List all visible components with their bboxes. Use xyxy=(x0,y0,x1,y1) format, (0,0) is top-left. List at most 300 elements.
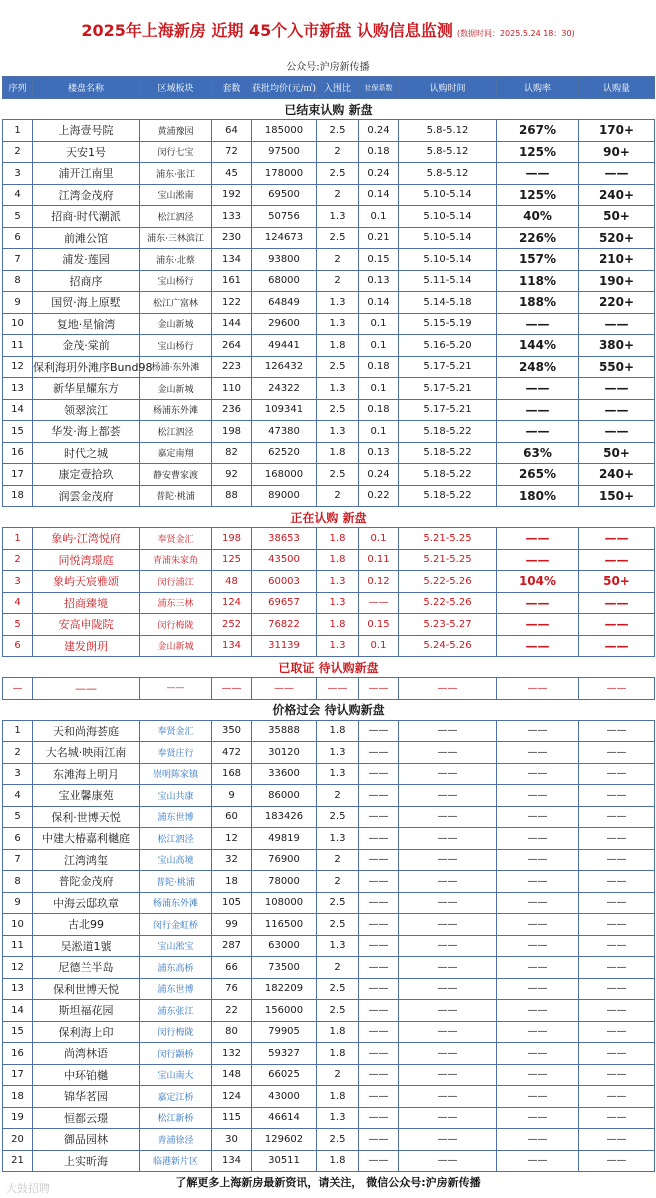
table-cell: 66025 xyxy=(252,1064,317,1086)
table-cell: 1.8 xyxy=(317,442,359,464)
table-cell: —— xyxy=(579,914,655,936)
table-cell: 闵行七宝 xyxy=(140,141,212,163)
table-row xyxy=(3,571,655,593)
table-cell: 宝山南大 xyxy=(140,1064,212,1086)
table-cell: —— xyxy=(399,785,497,807)
table-cell: 浦发·莲园 xyxy=(33,249,140,271)
header-cell: 序列 xyxy=(3,77,33,99)
table-cell: 保利世博天悦 xyxy=(33,978,140,1000)
table-row xyxy=(3,935,655,957)
table-row xyxy=(3,592,655,614)
footer-note: 了解更多上海新房最新资讯，请关注， 微信公众号:沪房新传播 xyxy=(175,1176,481,1189)
table-cell: 1 xyxy=(3,528,33,550)
table-cell: 保利·世博天悦 xyxy=(33,806,140,828)
table-row xyxy=(3,356,655,378)
table-cell: 江湾金茂府 xyxy=(33,184,140,206)
table-cell: —— xyxy=(497,614,579,636)
table-cell: 2.5 xyxy=(317,163,359,185)
table-cell: 闵行梅陇 xyxy=(140,614,212,636)
table-cell: 浦东世博 xyxy=(140,978,212,1000)
table-row xyxy=(3,914,655,936)
table-cell: 125% xyxy=(497,141,579,163)
table-cell: 5.18-5.22 xyxy=(399,464,497,486)
table-cell: 闵行金虹桥 xyxy=(140,914,212,936)
table-cell: 1.8 xyxy=(317,1043,359,1065)
table-cell: 110 xyxy=(212,378,252,400)
table-cell: —— xyxy=(359,1021,399,1043)
table-cell: 浦东·张江 xyxy=(140,163,212,185)
table-cell: 267% xyxy=(497,120,579,142)
table-cell: 前滩公馆 xyxy=(33,227,140,249)
table-cell: 188% xyxy=(497,292,579,314)
table-cell: 2.5 xyxy=(317,806,359,828)
table-cell: 5.10-5.14 xyxy=(399,184,497,206)
table-cell: —— xyxy=(579,785,655,807)
table-cell: 2 xyxy=(317,785,359,807)
table-cell: 99 xyxy=(212,914,252,936)
table-cell: 2 xyxy=(317,957,359,979)
table-cell: 黄浦豫园 xyxy=(140,120,212,142)
table-cell: 124 xyxy=(212,592,252,614)
table-cell: 1.8 xyxy=(317,720,359,742)
header-cell: 楼盘名称 xyxy=(33,77,140,99)
table-cell: 0.24 xyxy=(359,464,399,486)
table-cell: 2.5 xyxy=(317,892,359,914)
table-cell: 金茂·棠前 xyxy=(33,335,140,357)
table-cell: —— xyxy=(579,935,655,957)
table-cell: 普陀·桃浦 xyxy=(140,871,212,893)
table-cell: 中海云邸玖章 xyxy=(33,892,140,914)
table-row xyxy=(3,184,655,206)
table-cell: 125% xyxy=(497,184,579,206)
table-cell: 3 xyxy=(3,163,33,185)
table-cell: —— xyxy=(497,378,579,400)
table-cell: —— xyxy=(497,1064,579,1086)
table-cell: 82 xyxy=(212,442,252,464)
table-cell: —— xyxy=(399,1064,497,1086)
table-cell: 浦东·三林滨江 xyxy=(140,227,212,249)
table-cell: 0.12 xyxy=(359,571,399,593)
table-cell: —— xyxy=(497,1000,579,1022)
table-cell: —— xyxy=(579,1150,655,1172)
table-cell: 青浦朱家角 xyxy=(140,549,212,571)
table-cell: —— xyxy=(33,678,140,700)
table-cell: 38653 xyxy=(252,528,317,550)
table-cell: 264 xyxy=(212,335,252,357)
table-cell: — xyxy=(3,678,33,700)
table-cell: 64 xyxy=(212,120,252,142)
table-cell: 6 xyxy=(3,635,33,657)
table-cell: 同悦湾璟庭 xyxy=(33,549,140,571)
table-cell: 1.8 xyxy=(317,528,359,550)
table-cell: 宝山高境 xyxy=(140,849,212,871)
table-cell: —— xyxy=(579,378,655,400)
table-cell: —— xyxy=(359,720,399,742)
table-cell: —— xyxy=(359,1129,399,1151)
table-cell: —— xyxy=(497,399,579,421)
table-cell: 5.22-5.26 xyxy=(399,571,497,593)
table-cell: 49819 xyxy=(252,828,317,850)
table-cell: 29600 xyxy=(252,313,317,335)
table-cell: 8 xyxy=(3,270,33,292)
table-cell: 宝山共康 xyxy=(140,785,212,807)
table-cell: 0.1 xyxy=(359,335,399,357)
table-cell: 30511 xyxy=(252,1150,317,1172)
table-cell: —— xyxy=(140,678,212,700)
table-cell: 浦开江南里 xyxy=(33,163,140,185)
table-cell: 新华星耀东方 xyxy=(33,378,140,400)
table-cell: 2 xyxy=(317,1064,359,1086)
table-cell: 86000 xyxy=(252,785,317,807)
table-cell: 190+ xyxy=(579,270,655,292)
table-cell: 普陀金茂府 xyxy=(33,871,140,893)
table-cell: 80 xyxy=(212,1021,252,1043)
table-cell: 31139 xyxy=(252,635,317,657)
table-cell: 88 xyxy=(212,485,252,507)
table-cell: —— xyxy=(399,1021,497,1043)
table-row xyxy=(3,978,655,1000)
table-cell: 133 xyxy=(212,206,252,228)
table-cell: 1.3 xyxy=(317,421,359,443)
table-cell: 5.15-5.19 xyxy=(399,313,497,335)
table-cell: —— xyxy=(399,1043,497,1065)
table-cell: 9 xyxy=(212,785,252,807)
table-cell: —— xyxy=(497,528,579,550)
table-cell: 18 xyxy=(3,1086,33,1108)
table-row xyxy=(3,828,655,850)
table-cell: —— xyxy=(399,742,497,764)
table-cell: 13 xyxy=(3,378,33,400)
table-cell: 144% xyxy=(497,335,579,357)
table-cell: 192 xyxy=(212,184,252,206)
table-cell: —— xyxy=(359,785,399,807)
table-cell: 青浦徐泾 xyxy=(140,1129,212,1151)
table-cell: —— xyxy=(497,163,579,185)
table-cell: 2 xyxy=(3,742,33,764)
header-cell: 认购率 xyxy=(497,77,579,99)
table-cell: 178000 xyxy=(252,163,317,185)
table-cell: 2 xyxy=(3,141,33,163)
table-cell: 1 xyxy=(3,720,33,742)
table-cell: —— xyxy=(497,742,579,764)
table-cell: 236 xyxy=(212,399,252,421)
table-cell: 156000 xyxy=(252,1000,317,1022)
table-row xyxy=(3,378,655,400)
table-cell: —— xyxy=(579,849,655,871)
table-cell: 76900 xyxy=(252,849,317,871)
table-cell: 5.10-5.14 xyxy=(399,206,497,228)
table-cell: 松江泗泾 xyxy=(140,421,212,443)
table-cell: 0.18 xyxy=(359,141,399,163)
table-cell: —— xyxy=(359,849,399,871)
table-cell: 16 xyxy=(3,442,33,464)
table-cell: 17 xyxy=(3,464,33,486)
table-row xyxy=(3,270,655,292)
table-cell: 118% xyxy=(497,270,579,292)
table-cell: 5.18-5.22 xyxy=(399,485,497,507)
table-cell: 锦华茗园 xyxy=(33,1086,140,1108)
header-row xyxy=(3,77,655,99)
table-cell: 47380 xyxy=(252,421,317,443)
table-row xyxy=(3,1064,655,1086)
table-cell: —— xyxy=(579,892,655,914)
table-cell: —— xyxy=(252,678,317,700)
table-cell: —— xyxy=(497,678,579,700)
table-cell: 国贸·海上原墅 xyxy=(33,292,140,314)
table-cell: 1.8 xyxy=(317,549,359,571)
table-cell: 复地·星愉湾 xyxy=(33,313,140,335)
table-cell: —— xyxy=(497,914,579,936)
table-cell: 浦东世博 xyxy=(140,806,212,828)
table-cell: 金山新城 xyxy=(140,635,212,657)
table-cell: 奉贤庄行 xyxy=(140,742,212,764)
table-cell: —— xyxy=(399,1086,497,1108)
table-cell: 0.1 xyxy=(359,635,399,657)
table-cell: 斯坦福花园 xyxy=(33,1000,140,1022)
watermark: 大鼓招聘 xyxy=(6,1182,50,1195)
table-cell: 63% xyxy=(497,442,579,464)
table-cell: 临港新片区 xyxy=(140,1150,212,1172)
table-cell: 7 xyxy=(3,849,33,871)
table-cell: —— xyxy=(497,978,579,1000)
table-cell: 浦东·北蔡 xyxy=(140,249,212,271)
table-cell: 124 xyxy=(212,1086,252,1108)
table-cell: 松江泗泾 xyxy=(140,206,212,228)
table-row xyxy=(3,1107,655,1129)
table-row xyxy=(3,720,655,742)
table-cell: 4 xyxy=(3,184,33,206)
table-cell: 杨浦东外滩 xyxy=(140,892,212,914)
table-cell: 11 xyxy=(3,335,33,357)
table-cell: 92 xyxy=(212,464,252,486)
table-cell: —— xyxy=(399,957,497,979)
table-cell: 0.11 xyxy=(359,549,399,571)
table-cell: —— xyxy=(497,313,579,335)
table-cell: 49441 xyxy=(252,335,317,357)
table-cell: 50+ xyxy=(579,442,655,464)
table-cell: 0.18 xyxy=(359,399,399,421)
table-row xyxy=(3,528,655,550)
table-cell: 2.5 xyxy=(317,978,359,1000)
table-cell: 5.17-5.21 xyxy=(399,378,497,400)
table-cell: 122 xyxy=(212,292,252,314)
table-cell: —— xyxy=(497,549,579,571)
table-cell: 170+ xyxy=(579,120,655,142)
table-cell: —— xyxy=(579,763,655,785)
section-title: 已取证 待认购新盘 xyxy=(3,657,655,678)
table-cell: 6 xyxy=(3,227,33,249)
table-cell: 1.3 xyxy=(317,378,359,400)
table-cell: 2 xyxy=(317,141,359,163)
table-cell: 18 xyxy=(3,485,33,507)
table-cell: 10 xyxy=(3,313,33,335)
title-text: 2025年上海新房 近期 45个入市新盘 认购信息监测 xyxy=(81,21,453,40)
table-cell: 35888 xyxy=(252,720,317,742)
table-cell: —— xyxy=(399,935,497,957)
table-cell: 43000 xyxy=(252,1086,317,1108)
header-cell: 套数 xyxy=(212,77,252,99)
table-cell: 5 xyxy=(3,614,33,636)
table-cell: —— xyxy=(359,678,399,700)
table-cell: —— xyxy=(359,1064,399,1086)
table-cell: 5.21-5.25 xyxy=(399,549,497,571)
table-cell: —— xyxy=(399,1000,497,1022)
table-row xyxy=(3,1021,655,1043)
table-cell: 象屿天宸雅颂 xyxy=(33,571,140,593)
table-cell: 浦东三林 xyxy=(140,592,212,614)
table-cell: 64849 xyxy=(252,292,317,314)
table-cell: —— xyxy=(579,1021,655,1043)
table-cell: 2 xyxy=(317,249,359,271)
table-cell: 尼德兰半岛 xyxy=(33,957,140,979)
title-bar xyxy=(0,0,656,60)
section-title: 正在认购 新盘 xyxy=(3,507,655,528)
table-cell: 144 xyxy=(212,313,252,335)
table-cell: 0.15 xyxy=(359,614,399,636)
table-cell: —— xyxy=(497,957,579,979)
table-row xyxy=(3,421,655,443)
table-cell: 350 xyxy=(212,720,252,742)
table-row xyxy=(3,292,655,314)
table-cell: 50+ xyxy=(579,571,655,593)
table-cell: 5 xyxy=(3,206,33,228)
table-cell: —— xyxy=(359,978,399,1000)
table-cell: 50756 xyxy=(252,206,317,228)
table-cell: 5.8-5.12 xyxy=(399,141,497,163)
table-cell: 124673 xyxy=(252,227,317,249)
table-cell: 472 xyxy=(212,742,252,764)
table-cell: —— xyxy=(399,871,497,893)
table-cell: 0.1 xyxy=(359,313,399,335)
table-cell: 126432 xyxy=(252,356,317,378)
table-cell: 2.5 xyxy=(317,356,359,378)
table-cell: 0.1 xyxy=(359,378,399,400)
table-cell: 普陀·桃浦 xyxy=(140,485,212,507)
table-cell: 润雲金茂府 xyxy=(33,485,140,507)
table-cell: 248% xyxy=(497,356,579,378)
table-cell: —— xyxy=(359,1150,399,1172)
table-cell: 97500 xyxy=(252,141,317,163)
table-cell: —— xyxy=(497,592,579,614)
table-cell: 5.24-5.26 xyxy=(399,635,497,657)
table-cell: 265% xyxy=(497,464,579,486)
table-cell: 5.18-5.22 xyxy=(399,421,497,443)
table-cell: —— xyxy=(359,592,399,614)
table-cell: 60003 xyxy=(252,571,317,593)
table-cell: 226% xyxy=(497,227,579,249)
table-cell: 2.5 xyxy=(317,1000,359,1022)
table-cell: 11 xyxy=(3,935,33,957)
table-cell: 0.18 xyxy=(359,356,399,378)
table-cell: 0.24 xyxy=(359,120,399,142)
table-cell: 5.18-5.22 xyxy=(399,442,497,464)
table-cell: 5.17-5.21 xyxy=(399,399,497,421)
table-cell: 161 xyxy=(212,270,252,292)
table-row xyxy=(3,785,655,807)
table-cell: —— xyxy=(497,785,579,807)
table-cell: 550+ xyxy=(579,356,655,378)
table-cell: 1.3 xyxy=(317,635,359,657)
table-cell: 7 xyxy=(3,249,33,271)
table-row xyxy=(3,871,655,893)
table-cell: 30 xyxy=(212,1129,252,1151)
table-row xyxy=(3,120,655,142)
table-cell: 0.14 xyxy=(359,184,399,206)
table-cell: 中建大椿嘉利樾庭 xyxy=(33,828,140,850)
table-cell: 132 xyxy=(212,1043,252,1065)
table-cell: —— xyxy=(359,957,399,979)
table-cell: 4 xyxy=(3,592,33,614)
table-cell: 3 xyxy=(3,763,33,785)
table-cell: 105 xyxy=(212,892,252,914)
table-cell: 中环铂樾 xyxy=(33,1064,140,1086)
table-cell: 19 xyxy=(3,1107,33,1129)
table-cell: —— xyxy=(359,763,399,785)
table-cell: —— xyxy=(359,892,399,914)
table-cell: 185000 xyxy=(252,120,317,142)
subtitle: 公众号:沪房新传播 xyxy=(286,62,370,73)
table-cell: —— xyxy=(317,678,359,700)
table-cell: —— xyxy=(497,1043,579,1065)
table-cell: 2 xyxy=(3,549,33,571)
table-cell: 1.3 xyxy=(317,313,359,335)
table-cell: 1.3 xyxy=(317,828,359,850)
table-cell: 宝山淞南 xyxy=(140,184,212,206)
table-cell: 2.5 xyxy=(317,227,359,249)
table-cell: 60 xyxy=(212,806,252,828)
table-cell: —— xyxy=(497,635,579,657)
table-cell: —— xyxy=(497,421,579,443)
table-cell: 招商·时代潮派 xyxy=(33,206,140,228)
table-cell: 古北99 xyxy=(33,914,140,936)
section-header-row xyxy=(3,699,655,720)
table-cell: 2.5 xyxy=(317,1129,359,1151)
table-cell: 象屿·江湾悦府 xyxy=(33,528,140,550)
table-row xyxy=(3,549,655,571)
table-cell: 50+ xyxy=(579,206,655,228)
header-cell: 社保系数 xyxy=(359,77,399,99)
header-cell: 认购量 xyxy=(579,77,655,99)
table-cell: 1.3 xyxy=(317,1107,359,1129)
table-cell: 闵行浦江 xyxy=(140,571,212,593)
table-cell: 73500 xyxy=(252,957,317,979)
table-row xyxy=(3,849,655,871)
table-cell: 浦东张江 xyxy=(140,1000,212,1022)
table-cell: 0.13 xyxy=(359,270,399,292)
table-cell: 168 xyxy=(212,763,252,785)
table-cell: 宝山杨行 xyxy=(140,270,212,292)
table-cell: 大名城·映雨江南 xyxy=(33,742,140,764)
table-cell: —— xyxy=(579,635,655,657)
table-cell: 24322 xyxy=(252,378,317,400)
table-cell: 5 xyxy=(3,806,33,828)
data-time-note: (数据时间：2025.5.24 18：30) xyxy=(456,29,575,38)
table-cell: 1.3 xyxy=(317,935,359,957)
table-row xyxy=(3,892,655,914)
table-cell: 松江新桥 xyxy=(140,1107,212,1129)
table-cell: —— xyxy=(497,763,579,785)
table-cell: 天和尚海荟庭 xyxy=(33,720,140,742)
table-row xyxy=(3,313,655,335)
table-cell: 380+ xyxy=(579,335,655,357)
table-cell: 1 xyxy=(3,120,33,142)
table-cell: —— xyxy=(497,1129,579,1151)
table-cell: 5.17-5.21 xyxy=(399,356,497,378)
table-cell: 保利海上印 xyxy=(33,1021,140,1043)
table-cell: —— xyxy=(399,1129,497,1151)
table-row xyxy=(3,1000,655,1022)
table-cell: 5.11-5.14 xyxy=(399,270,497,292)
